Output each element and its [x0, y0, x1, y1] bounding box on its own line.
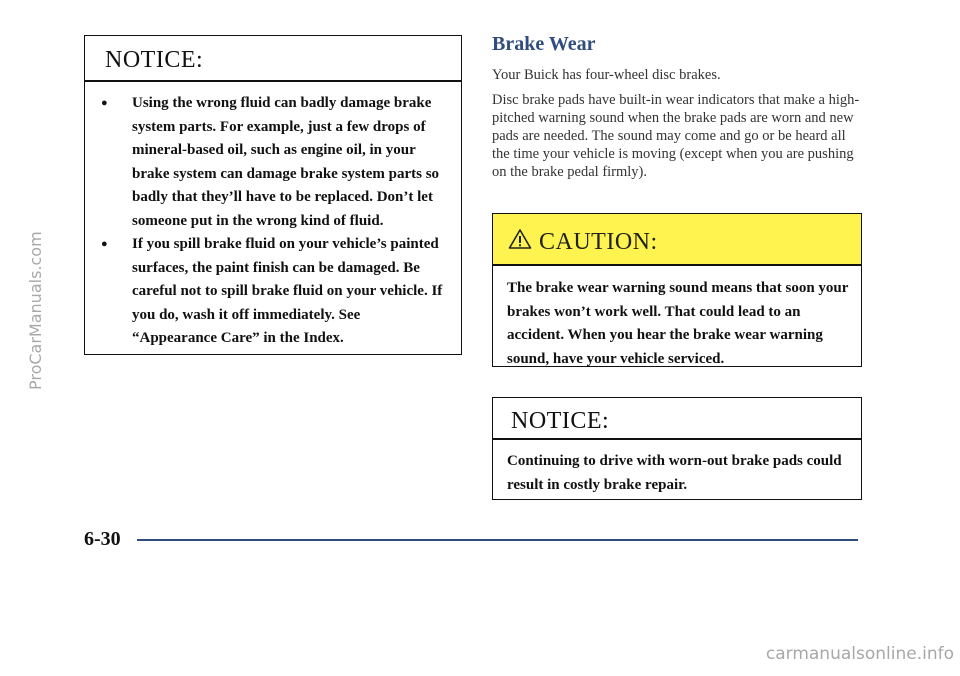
- paragraph: Your Buick has four-wheel disc brakes.: [492, 67, 721, 83]
- bullet-icon: ●: [101, 238, 108, 250]
- list-item: [95, 233, 447, 351]
- watermark-text: ProCarManuals.com: [26, 231, 45, 390]
- notice-title: NOTICE:: [493, 398, 861, 440]
- caution-body: The brake wear warning sound means that soon your brakes won’t work well. That could lead to an accident. When you hear the brake wear warning sound, have your vehicle serviced.: [507, 280, 849, 367]
- notice-title: NOTICE:: [85, 36, 461, 82]
- footer-divider: [137, 539, 858, 541]
- bullet-text: Using the wrong fluid can badly damage brake system parts. For example, just a few drops of mineral-based oil, such as engine oil, in your brake system can damage brake system parts so badly that they’ll have to be replaced. Don’t let someone put in the wrong kind of fluid.: [132, 95, 440, 229]
- watermark-bottom: carmanualsonline.info: [765, 644, 954, 664]
- caution-header: [493, 214, 861, 266]
- notice-box-pads: [492, 397, 862, 500]
- caution-box: [492, 213, 862, 367]
- paragraph: Disc brake pads have built-in wear indicators that make a high-pitched warning sound when the brake pads are worn and new pads are needed. The sound may come and go or be heard all the time your vehicle is moving (except when you are pushing on the brake pedal firmly).: [492, 92, 860, 180]
- notice-box-fluid: [84, 35, 462, 355]
- notice-body: [85, 82, 461, 351]
- page-number: 6-30: [84, 528, 121, 550]
- notice-bullet-list: [95, 92, 447, 351]
- bullet-icon: ●: [101, 97, 108, 109]
- caution-title: CAUTION:: [539, 229, 658, 255]
- warning-triangle-icon: [508, 228, 532, 250]
- section-title: Brake Wear: [492, 33, 596, 55]
- watermark-left: [6, 50, 45, 390]
- bullet-text: If you spill brake fluid on your vehicle’s painted surfaces, the paint finish can be damaged. Be careful not to spill brake fluid on your vehicle. If you do, wash it off immediately. See “Appearance Care” in the Index.: [132, 236, 443, 346]
- notice-body: Continuing to drive with worn-out brake pads could result in costly brake repair.: [507, 453, 842, 493]
- list-item: [95, 92, 447, 233]
